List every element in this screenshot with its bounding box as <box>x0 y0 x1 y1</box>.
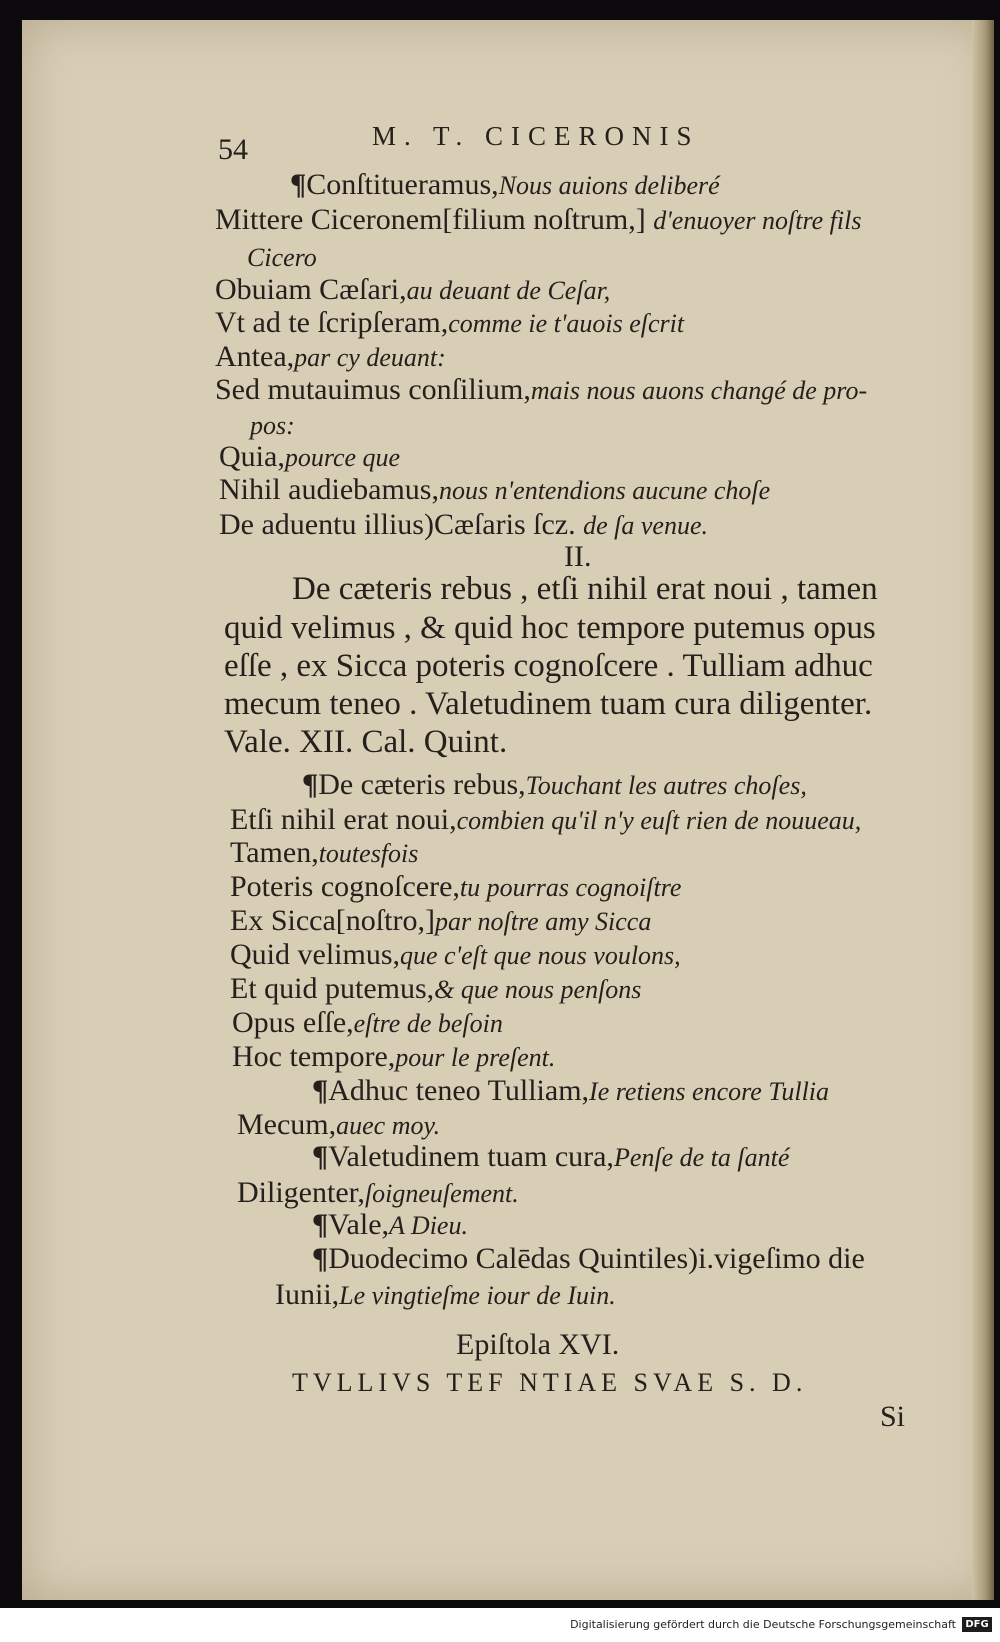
paragraph-line: mecum teneo . Valetudinem tuam cura diligenter. <box>224 686 873 722</box>
salutation: TVLLIVS TEF NTIAE SVAE S. D. <box>292 1368 808 1397</box>
footer-bar <box>0 1608 1000 1642</box>
gloss-line: Diligenter,ſoigneuſement. <box>237 1176 519 1209</box>
gloss-line: Obuiam Cæſari,au deuant de Ceſar, <box>215 273 611 306</box>
book-page <box>22 20 994 1600</box>
paragraph-line: De cæteris rebus , etſi nihil erat noui , tamen <box>292 571 878 607</box>
gloss-line: Ex Sicca[noſtro,]par noſtre amy Sicca <box>230 904 652 937</box>
paragraph-line: eſſe , ex Sicca poteris cognoſcere . Tulliam adhuc <box>224 648 873 684</box>
gloss-line: ¶Conſtitueramus,Nous auions deliberé <box>290 168 720 201</box>
paragraph-line: Vale. XII. Cal. Quint. <box>224 724 508 760</box>
gloss-line: Quid velimus,que c'eſt que nous voulons, <box>230 938 681 971</box>
dfg-logo: DFG <box>962 1617 992 1632</box>
gloss-line: ¶Duodecimo Calēdas Quintiles)i.vigeſimo die <box>312 1242 865 1275</box>
page-spine-shadow <box>972 20 994 1600</box>
paragraph-line: quid velimus , & quid hoc tempore putemus opus <box>224 610 876 646</box>
gloss-line: Quia,pource que <box>219 440 401 473</box>
gloss-line: Mecum,auec moy. <box>237 1108 441 1141</box>
gloss-line: Poteris cognoſcere,tu pourras cognoiſtre <box>230 870 682 903</box>
gloss-line: Vt ad te ſcripſeram,comme ie t'auois eſcrit <box>215 306 685 339</box>
gloss-line: Et quid putemus,& que nous penſons <box>230 972 642 1005</box>
gloss-line: Cicero <box>247 243 317 272</box>
gloss-line: pos: <box>250 411 295 440</box>
gloss-line: ¶Vale,A Dieu. <box>312 1208 468 1241</box>
gloss-line: ¶Valetudinem tuam cura,Penſe de ta ſanté <box>312 1140 790 1173</box>
footer-credit: Digitalisierung gefördert durch die Deutsche Forschungsgemeinschaft <box>570 1618 956 1631</box>
gloss-line: ¶Adhuc teneo Tulliam,Ie retiens encore Tullia <box>312 1074 830 1107</box>
page-number: 54 <box>218 133 248 166</box>
section-number: II. <box>564 540 592 573</box>
gloss-line: Mittere Ciceronem[filium noſtrum,] d'enuoyer noſtre fils <box>215 203 862 236</box>
gloss-line: De aduentu illius)Cæſaris ſcz. de ſa venue. <box>219 508 708 541</box>
gloss-line: Sed mutauimus conſilium,mais nous auons changé de pro- <box>215 373 868 406</box>
gloss-line: Hoc tempore,pour le preſent. <box>232 1040 556 1073</box>
gloss-line: Opus eſſe,eſtre de beſoin <box>232 1006 503 1039</box>
gloss-line: Etſi nihil erat noui,combien qu'il n'y euſt rien de nouueau, <box>230 803 862 836</box>
gloss-line: Iunii,Le vingtieſme iour de Iuin. <box>275 1278 616 1311</box>
running-title: M. T. CICERONIS <box>372 121 700 151</box>
gloss-line: Antea,par cy deuant: <box>215 340 446 373</box>
gloss-line: Nihil audiebamus,nous n'entendions aucune choſe <box>219 473 771 506</box>
gloss-line: ¶De cæteris rebus,Touchant les autres choſes, <box>302 768 807 801</box>
epistola-heading: Epiſtola XVI. <box>456 1328 620 1361</box>
gloss-line: Tamen,toutesfois <box>230 836 419 869</box>
catchword: Si <box>880 1400 906 1433</box>
